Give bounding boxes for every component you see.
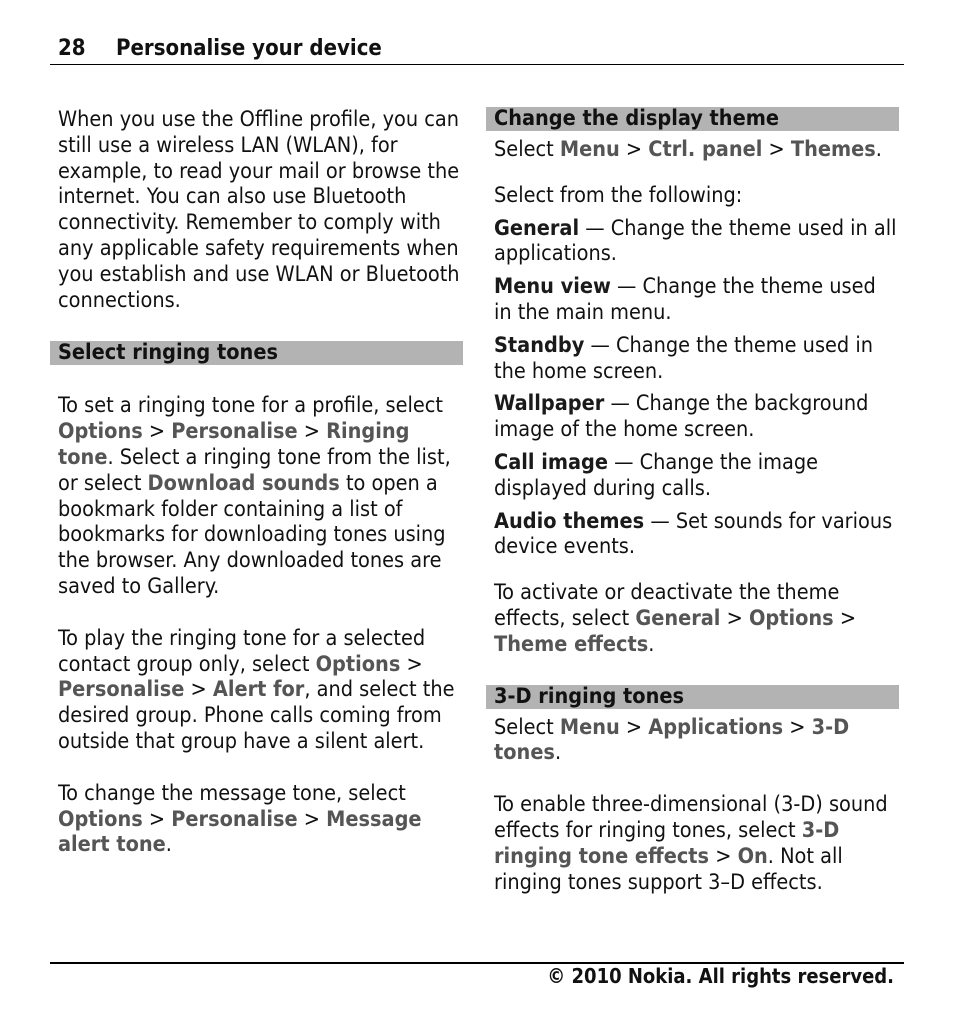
page-header [50, 36, 904, 65]
theme-option-standby [494, 333, 899, 385]
chapter-title: Personalise your device [116, 36, 382, 61]
theme-option-wallpaper [494, 391, 899, 443]
text: , and select the desired group. Phone calls coming from outside that group have a silent alert. [58, 677, 455, 754]
text: To enable three-dimensional (3-D) sound effects for ringing tones, select [494, 792, 888, 843]
section-heading-3d-tones: 3-D ringing tones [486, 685, 899, 709]
menu-term: Menu [559, 714, 620, 740]
menu-term: Ringing tone [58, 419, 410, 470]
option-term: Wallpaper [494, 391, 605, 417]
separator: > [762, 137, 791, 162]
menu-term: Personalise [171, 419, 298, 445]
menu-term: Options [58, 806, 143, 832]
menu-term: Theme effects [494, 631, 649, 657]
menu-term: 3-D tones [494, 714, 850, 766]
left-column [58, 107, 463, 858]
text: To play the ringing tone for a selected contact group only, select [58, 625, 426, 677]
option-description: — Set sounds for various device events. [494, 508, 893, 560]
select-from-text: Select from the following: [494, 182, 743, 208]
option-term: Standby [494, 332, 585, 358]
separator: > [619, 137, 649, 162]
separator: > [619, 714, 649, 740]
menu-term: Alert for [212, 677, 305, 703]
menu-term: Ctrl. panel [648, 137, 763, 162]
theme-effects-paragraph [494, 580, 899, 657]
menu-term: Options [58, 419, 143, 445]
text: to open a bookmark folder containing a list of bookmarks for downloading tones using the browser. Any downloaded tones are saved to Gallery. [58, 470, 446, 599]
menu-term: Options [748, 605, 834, 631]
separator: > [400, 651, 423, 677]
separator: > [142, 806, 172, 832]
intro-paragraph: When you use the Offline profile, you can still use a wireless LAN (WLAN), for example, to read your mail or browse the internet. You can also use Bluetooth connectivity. Remember to comply with any applicable safety requirements when you establish and use WLAN or Bluetooth connections. [58, 107, 460, 313]
text: To set a ringing tone for a profile, select [58, 393, 444, 419]
ringing-tone-paragraph [58, 393, 463, 599]
option-term: Menu view [494, 274, 611, 300]
option-term: Call image [494, 449, 609, 475]
separator: > [142, 419, 172, 445]
text: Select [494, 714, 560, 740]
menu-term: General [635, 605, 721, 631]
separator: > [297, 806, 327, 832]
text: . [165, 832, 172, 858]
menu-term: Message alert tone [58, 806, 422, 858]
text: . [554, 740, 562, 766]
menu-term: 3-D ringing tone effects [494, 817, 840, 869]
theme-path-paragraph [494, 137, 899, 163]
separator: > [720, 605, 749, 631]
page-number: 28 [58, 36, 86, 61]
separator: > [783, 714, 812, 740]
text: Select [494, 137, 560, 162]
theme-option-general [494, 216, 899, 268]
section-heading-ringing-tones: Select ringing tones [50, 341, 463, 365]
text: . [648, 631, 655, 657]
section-heading-display-theme: Change the display theme [486, 107, 899, 131]
menu-term: Themes [790, 137, 876, 162]
option-description: — Change the theme used in all applications. [494, 215, 897, 267]
3d-enable-paragraph [494, 792, 899, 895]
theme-option-list [494, 216, 899, 561]
option-description: — Change the background image of the home screen. [494, 391, 869, 443]
menu-term: Personalise [58, 677, 185, 703]
menu-term: Options [315, 651, 401, 677]
separator: > [297, 419, 327, 445]
theme-option-menu-view [494, 274, 899, 326]
separator: > [833, 605, 857, 631]
menu-term: Menu [559, 137, 620, 162]
option-description: — Change the theme used in the main menu. [494, 274, 876, 325]
menu-term: Personalise [171, 806, 298, 832]
right-column [494, 107, 899, 895]
option-description: — Change the theme used in the home screen. [494, 332, 873, 384]
theme-option-call-image [494, 450, 899, 502]
option-description: — Change the image displayed during calls. [494, 449, 819, 501]
menu-term: On [737, 843, 768, 869]
menu-term: Applications [648, 714, 784, 740]
text: To activate or deactivate the theme effects, select [494, 580, 840, 631]
text: . [875, 137, 882, 162]
text: . Select a ringing tone from the list, or select [58, 444, 451, 496]
text: . Not all ringing tones support 3–D effects. [494, 843, 843, 895]
3d-path-paragraph [494, 715, 899, 767]
separator: > [184, 677, 213, 703]
message-tone-paragraph [58, 781, 463, 858]
copyright-footer: © 2010 Nokia. All rights reserved. [547, 964, 894, 988]
separator: > [709, 843, 738, 869]
menu-term: Download sounds [147, 470, 340, 496]
contact-group-paragraph [58, 626, 463, 755]
theme-option-audio-themes [494, 509, 899, 561]
option-term: Audio themes [494, 508, 645, 534]
text: To change the message tone, select [58, 780, 406, 806]
option-term: General [494, 215, 580, 241]
